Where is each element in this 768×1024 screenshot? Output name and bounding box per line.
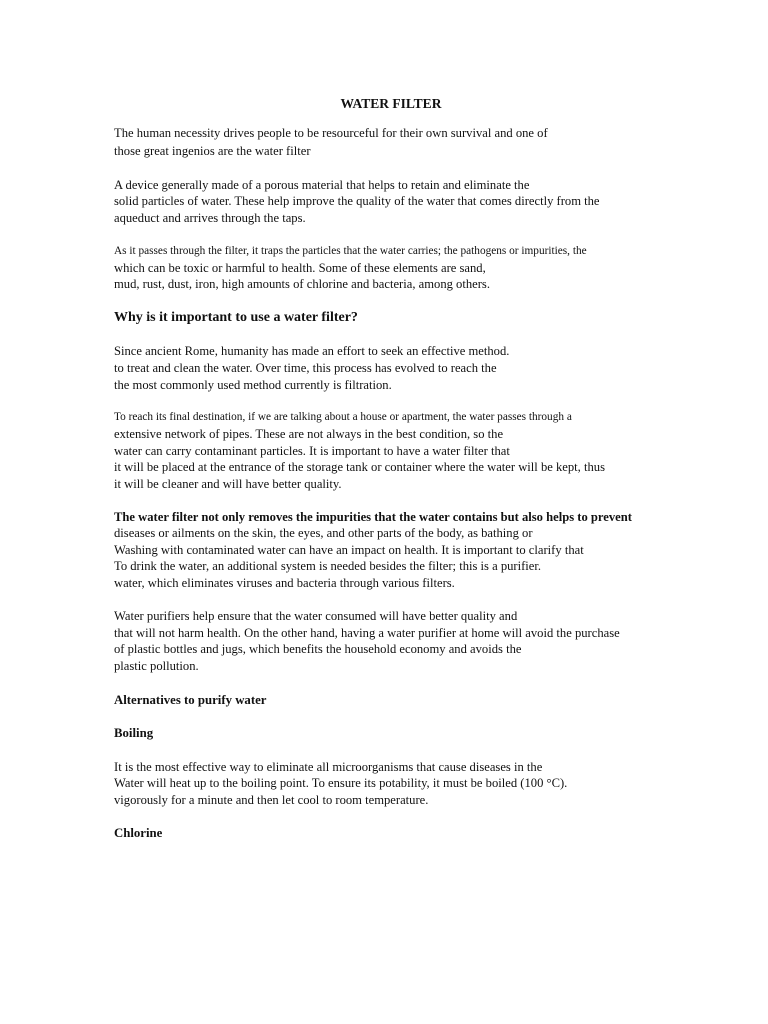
paragraph7-line-1: It is the most effective way to eliminate all microorganisms that cause diseases in the: [114, 760, 543, 774]
paragraph6-line-2: that will not harm health. On the other hand, having a water purifier at home will avoid the purchase: [114, 626, 620, 640]
intro-line-1: The human necessity drives people to be resourceful for their own survival and one of: [114, 126, 548, 140]
heading-chlorine: Chlorine: [114, 826, 163, 840]
paragraph6-line-1: Water purifiers help ensure that the water consumed will have better quality and: [114, 609, 518, 623]
paragraph4-line-1: To reach its final destination, if we are talking about a house or apartment, the water passes through a: [114, 411, 572, 423]
paragraph6-line-3: of plastic bottles and jugs, which benefits the household economy and avoids the: [114, 642, 522, 656]
paragraph5-line-1: The water filter not only removes the impurities that the water contains but also helps to prevent: [114, 510, 632, 524]
heading-why-filter: Why is it important to use a water filter?: [114, 310, 358, 325]
paragraph7-line-3: vigorously for a minute and then let cool to room temperature.: [114, 793, 429, 807]
paragraph4-line-3: water can carry contaminant particles. It is important to have a water filter that: [114, 444, 510, 458]
heading-alternatives: Alternatives to purify water: [114, 693, 267, 707]
paragraph1-line-1: A device generally made of a porous material that helps to retain and eliminate the: [114, 178, 530, 192]
heading-boiling: Boiling: [114, 726, 154, 740]
paragraph4-line-5: it will be cleaner and will have better quality.: [114, 477, 342, 491]
paragraph2-line-3: mud, rust, dust, iron, high amounts of chlorine and bacteria, among others.: [114, 277, 490, 291]
paragraph5-line-2: diseases or ailments on the skin, the eyes, and other parts of the body, as bathing or: [114, 526, 533, 540]
paragraph4-line-2: extensive network of pipes. These are not always in the best condition, so the: [114, 427, 504, 441]
paragraph1-line-3: aqueduct and arrives through the taps.: [114, 211, 306, 225]
paragraph3-line-3: the most commonly used method currently is filtration.: [114, 378, 392, 392]
document-title: WATER FILTER: [340, 96, 442, 111]
intro-line-2: those great ingenios are the water filter: [114, 144, 311, 158]
paragraph2-line-1: As it passes through the filter, it traps the particles that the water carries; the pathogens or impurities, the: [114, 245, 587, 257]
paragraph5-line-5: water, which eliminates viruses and bacteria through various filters.: [114, 576, 455, 590]
paragraph7-line-2: Water will heat up to the boiling point. To ensure its potability, it must be boiled (100 °C).: [114, 776, 568, 790]
paragraph4-line-4: it will be placed at the entrance of the storage tank or container where the water will be kept, thus: [114, 460, 605, 474]
paragraph1-line-2: solid particles of water. These help improve the quality of the water that comes directly from the: [114, 194, 600, 208]
paragraph5-line-3: Washing with contaminated water can have an impact on health. It is important to clarify that: [114, 543, 584, 557]
paragraph6-line-4: plastic pollution.: [114, 659, 199, 673]
paragraph3-line-1: Since ancient Rome, humanity has made an effort to seek an effective method.: [114, 344, 510, 358]
paragraph5-line-4: To drink the water, an additional system is needed besides the filter; this is a purifier.: [114, 559, 542, 573]
paragraph3-line-2: to treat and clean the water. Over time, this process has evolved to reach the: [114, 361, 497, 375]
paragraph2-line-2: which can be toxic or harmful to health. Some of these elements are sand,: [114, 261, 486, 275]
